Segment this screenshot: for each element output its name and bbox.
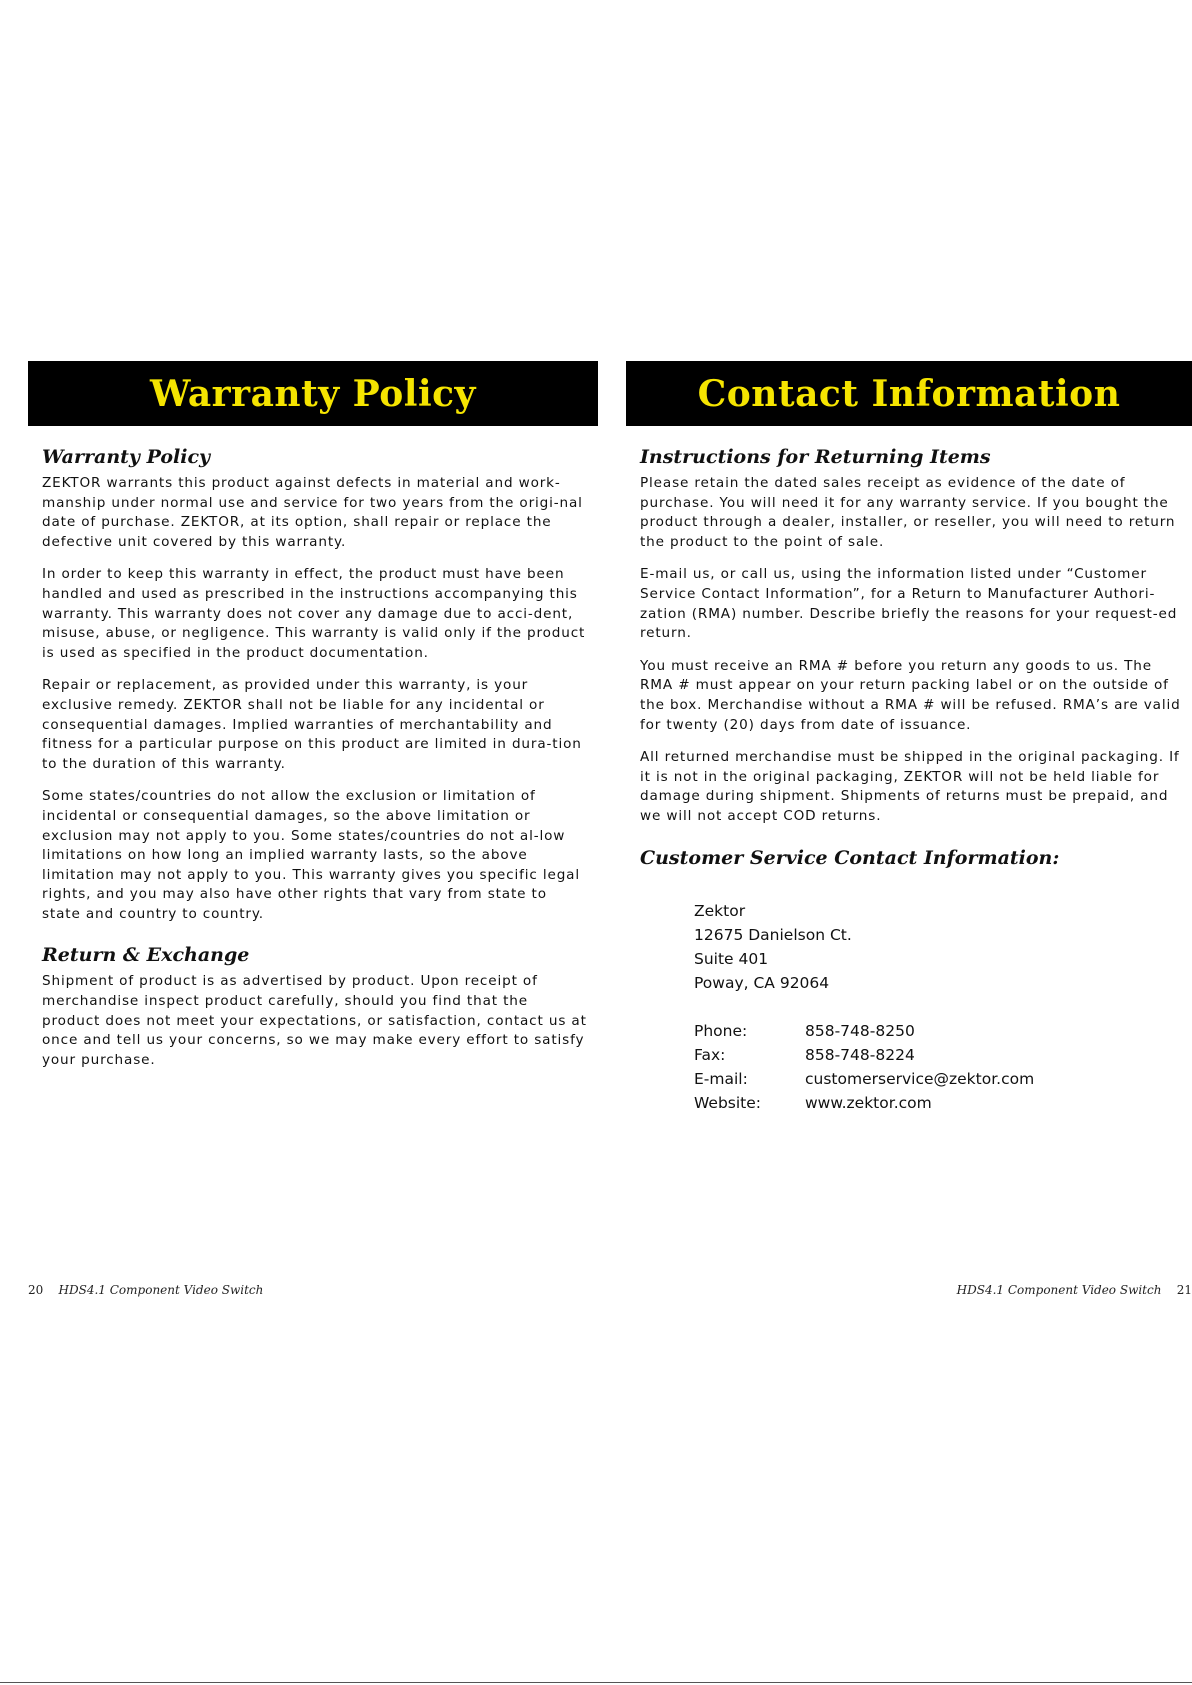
- contact-column: [640, 440, 1188, 1115]
- section-heading-customer-service: Customer Service Contact Information:: [640, 846, 1060, 869]
- contact-banner-title: Contact Information: [697, 372, 1121, 415]
- section-heading-return-exchange: Return & Exchange: [42, 944, 250, 967]
- section-heading-warranty: Warranty Policy: [42, 446, 211, 468]
- contact-row-email: [694, 1067, 1188, 1091]
- contact-row-fax: [694, 1043, 1188, 1067]
- address-street: 12675 Danielson Ct.: [694, 925, 852, 944]
- contact-label: Phone:: [694, 1021, 748, 1040]
- warranty-paragraph: Repair or replacement, as provided under this warranty, is your exclusive remedy. ZEKTOR shall not be liable for any incidental or consequential damages. Implied warranties of merchantability and fitness for a particular purpose on this product are limited in dura-tion to the duration of this warranty.: [42, 677, 582, 772]
- footer-right: [957, 1283, 1192, 1297]
- address-company: Zektor: [694, 901, 746, 920]
- returning-paragraph: All returned merchandise must be shipped in the original packaging. If it is not in the original packaging, ZEKTOR will not be held liable for damage during shipment. Shipments of returns must be prepaid, and we will not accept COD returns.: [640, 749, 1180, 824]
- contact-block: [694, 899, 1188, 1115]
- footer-model-right: HDS4.1 Component Video Switch: [956, 1283, 1162, 1297]
- contact-website-value: www.zektor.com: [805, 1093, 932, 1112]
- warranty-banner: [28, 361, 598, 426]
- contact-label: Website:: [694, 1093, 762, 1112]
- page-number-left: 20: [28, 1283, 44, 1297]
- warranty-banner-title: Warranty Policy: [150, 372, 476, 415]
- contact-email-value: customerservice@zektor.com: [805, 1069, 1035, 1088]
- footer-model-left: HDS4.1 Component Video Switch: [58, 1283, 264, 1297]
- contact-row-phone: [694, 1019, 1188, 1043]
- contact-fax-value: 858-748-8224: [805, 1045, 915, 1064]
- page-number-right: 21: [1176, 1283, 1192, 1297]
- footer-left: [28, 1283, 263, 1297]
- contact-row-website: [694, 1091, 1188, 1115]
- warranty-paragraph: ZEKTOR warrants this product against defects in material and work-manship under normal use and service for two years from the origi-nal date of purchase. ZEKTOR, at its option, shall repair or replace the defective unit covered by this warranty.: [42, 475, 583, 550]
- contact-label: Fax:: [694, 1045, 726, 1064]
- return-paragraph: Shipment of product is as advertised by product. Upon receipt of merchandise inspect product carefully, should you find that the product does not meet your expectations, or satisfaction, contact us at once and tell us your concerns, so we may make every effort to satisfy your purchase.: [42, 973, 587, 1068]
- address-city: Poway, CA 92064: [694, 973, 830, 992]
- returning-paragraph: Please retain the dated sales receipt as evidence of the date of purchase. You will need it for any warranty service. If you bought the product through a dealer, installer, or reseller, you will need to return the product to the point of sale.: [640, 475, 1176, 550]
- contact-label: E-mail:: [694, 1069, 748, 1088]
- warranty-paragraph: Some states/countries do not allow the exclusion or limitation of incidental or consequential damages, so the above limitation or exclusion may not apply to you. Some states/countries do not al-low limitations on how long an implied warranty lasts, so the above limitation may not apply to you. This warranty gives you specific legal rights, and you may also have other rights that vary from state to state and country to country.: [42, 788, 580, 922]
- section-heading-returning-items: Instructions for Returning Items: [640, 446, 991, 468]
- spacer: [694, 995, 1188, 1019]
- warranty-column: [42, 440, 590, 1083]
- bottom-divider: [0, 1682, 1192, 1683]
- warranty-paragraph: In order to keep this warranty in effect, the product must have been handled and used as prescribed in the instructions accompanying this warranty. This warranty does not cover any damage due to acci-dent, misuse, abuse, or negligence. This warranty is valid only if the product is used as specified in the product documentation.: [42, 566, 586, 661]
- address-suite: Suite 401: [694, 949, 769, 968]
- contact-phone-value: 858-748-8250: [805, 1021, 915, 1040]
- returning-paragraph: You must receive an RMA # before you return any goods to us. The RMA # must appear on your return packing label or on the outside of the box. Merchandise without a RMA # will be refused. RMA’s are valid for twenty (20) days from date of issuance.: [640, 657, 1181, 733]
- returning-paragraph: E-mail us, or call us, using the information listed under “Customer Service Contact Information”, for a Return to Manufacturer Authori-zation (RMA) number. Describe briefly the reasons for your request-ed return.: [640, 566, 1178, 642]
- contact-banner: [626, 361, 1192, 426]
